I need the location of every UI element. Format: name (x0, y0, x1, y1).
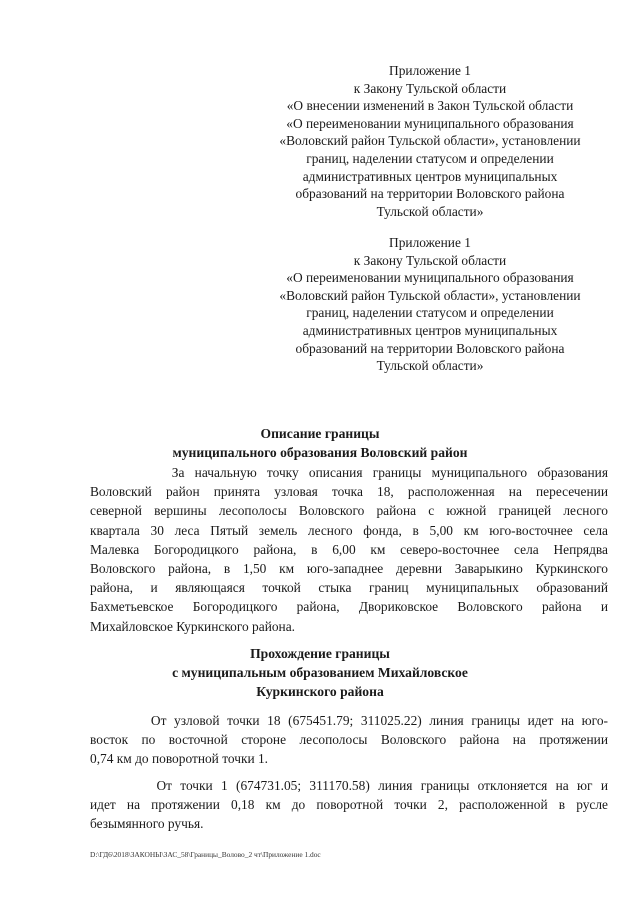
heading-line: Описание границы (260, 426, 380, 441)
appendix-line: к Закону Тульской области (353, 80, 507, 96)
paragraph-line: безымянного ручья. (90, 816, 204, 832)
heading-boundary-passage (100, 644, 540, 701)
appendix-line: «О внесении изменений в Закон Тульской области (286, 98, 574, 114)
paragraph-line: Михайловское Куркинского района. (90, 618, 296, 634)
paragraph-line: За начальную точку описания границы муниципального образования (90, 465, 608, 480)
paragraph-line: Воловского района, в 1,50 км юго-западнее деревни Заварыкино Куркинского (90, 561, 608, 577)
appendix-line: границ, наделении статусом и определении (306, 150, 554, 166)
appendix-line: образований на территории Воловского района (295, 340, 565, 356)
paragraph-line: Малевка Богородицкого района, в 6,00 км северо-восточнее села Непрядва (90, 541, 608, 557)
appendix-header-current (255, 62, 605, 220)
paragraph-point-2 (90, 776, 608, 834)
paragraph-line: восток по восточной стороне лесополосы Воловского района на протяжении (90, 732, 608, 748)
appendix-line: «Воловский район Тульской области», установлении (279, 287, 581, 303)
appendix-line: Тульской области» (376, 358, 484, 374)
paragraph-line: северной вершины лесополосы Воловского района с южной границей лесного (90, 503, 608, 519)
appendix-line: административных центров муниципальных (302, 168, 558, 184)
appendix-line: образований на территории Воловского района (295, 186, 565, 202)
paragraph-line: 0,74 км до поворотной точки 1. (90, 751, 269, 767)
file-path-footer: D:\ГД6\2018\ЗАКОНЫ\ЗАС_58\Границы_Волово_2 чт\Приложение 1.doc (90, 850, 321, 859)
heading-boundary-description (100, 424, 540, 462)
appendix-line: «Воловский район Тульской области», установлении (279, 133, 581, 149)
appendix-line: границ, наделении статусом и определении (306, 305, 554, 321)
appendix-line: к Закону Тульской области (353, 252, 507, 268)
paragraph-line: Воловский район принята узловая точка 18, расположенная на пересечении (90, 484, 608, 500)
appendix-line: Тульской области» (376, 203, 484, 219)
appendix-header-original (255, 234, 605, 375)
appendix-line: Приложение 1 (389, 235, 471, 250)
heading-line: муниципального образования Воловский район (172, 445, 468, 460)
paragraph-line: идет на протяжении 0,18 км до поворотной точки 2, расположенной в русле (90, 797, 608, 813)
paragraph-point-1 (90, 711, 608, 769)
paragraph-line: От точки 1 (674731.05; 311170.58) линия границы отклоняется на юг и (90, 778, 608, 793)
appendix-line: Приложение 1 (389, 63, 471, 78)
heading-line: Прохождение границы (250, 646, 390, 661)
heading-line: Куркинского района (256, 684, 384, 699)
paragraph-line: района, и являющаяся точкой стыка границ муниципальных образований (90, 580, 608, 596)
appendix-line: административных центров муниципальных (302, 322, 558, 338)
paragraph-line: От узловой точки 18 (675451.79; 311025.22) линия границы идет на юго- (90, 713, 608, 728)
paragraph-line: Бахметьевское Богородицкого района, Двориковское Воловского района и (90, 599, 608, 615)
appendix-line: «О переименовании муниципального образования (286, 270, 574, 286)
paragraph-starting-point (90, 463, 608, 636)
paragraph-line: квартала 30 леса Пятый земель лесного фонда, в 5,00 км юго-восточнее села (90, 522, 608, 538)
appendix-line: «О переименовании муниципального образования (286, 115, 574, 131)
heading-line: с муниципальным образованием Михайловское (172, 665, 468, 680)
